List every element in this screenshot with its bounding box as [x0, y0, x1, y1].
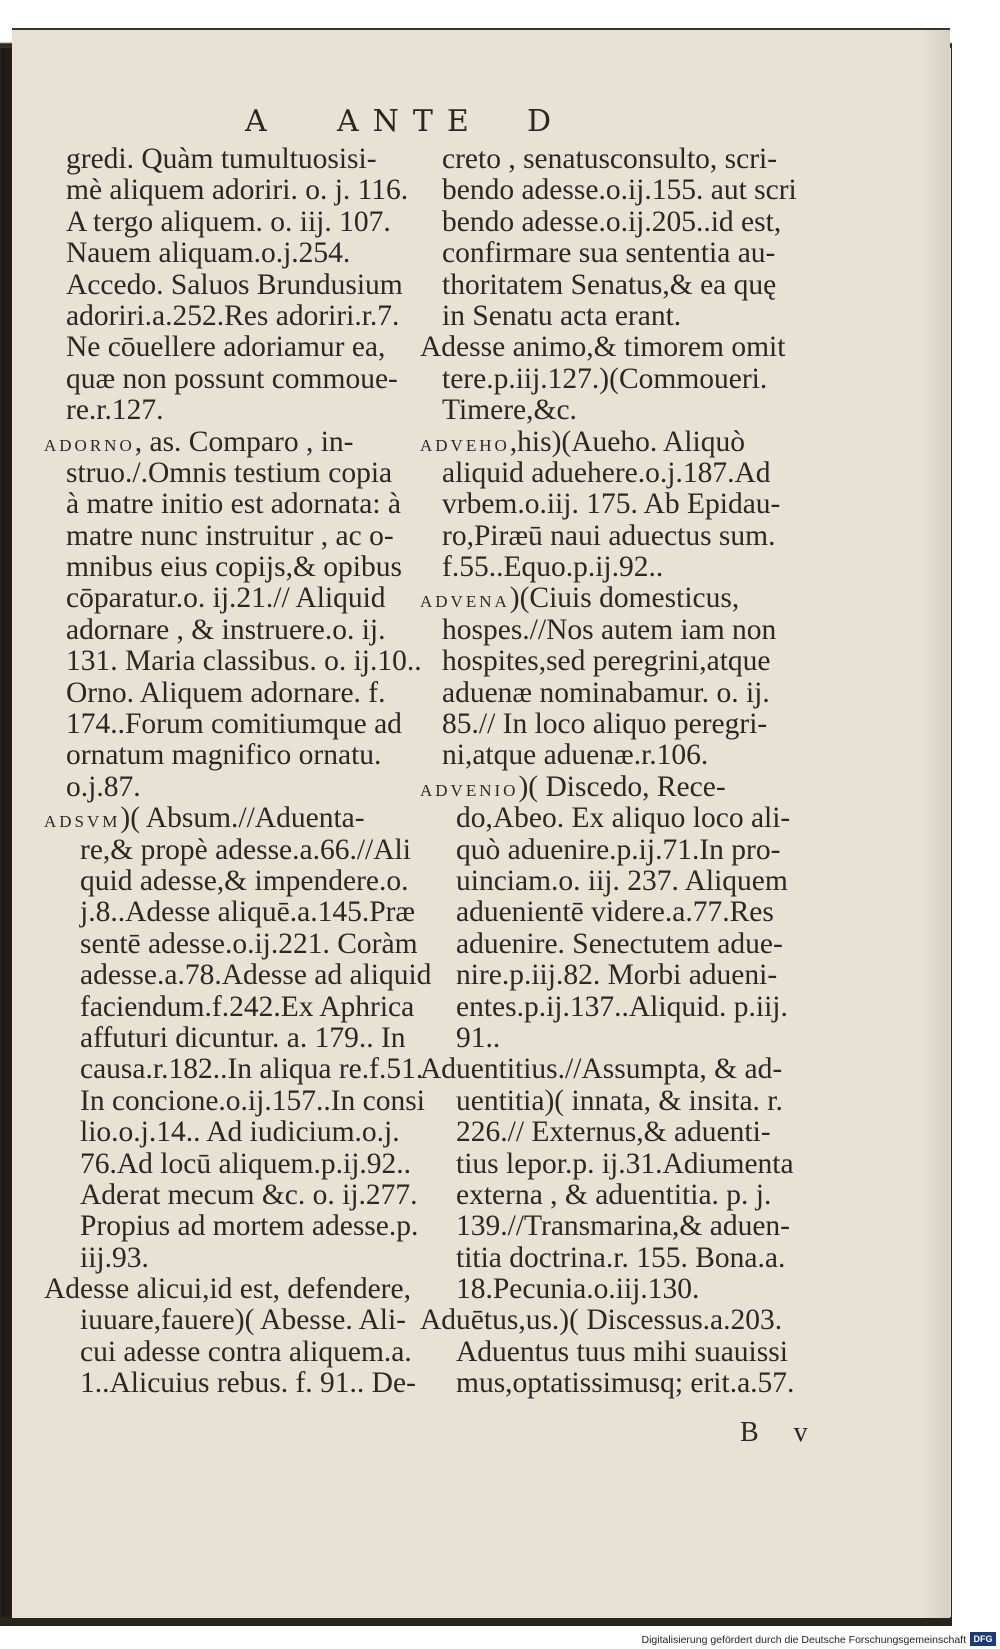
left-column-line	[44, 1180, 422, 1211]
line-text: hospites,sed peregrini,atque	[442, 645, 771, 678]
line-text: ro,Piræū naui aduectus sum.	[442, 519, 776, 552]
right-column-line	[420, 1305, 810, 1336]
left-column-line	[44, 1117, 422, 1148]
right-column-line	[420, 395, 810, 426]
left-column-line	[44, 1368, 422, 1399]
line-text: ornatum magnifico ornatu.	[66, 739, 382, 772]
line-text: cui adesse contra aliquem.a.	[80, 1335, 412, 1368]
line-text: 226.// Externus,& aduenti-	[456, 1116, 771, 1149]
right-column-line	[420, 427, 810, 458]
line-text: hospes.//Nos autem iam non	[442, 613, 777, 646]
line-text: mè aliquem adoriri. o. j. 116.	[66, 174, 409, 207]
line-text: j.8..Adesse aliquē.a.145.Præ	[80, 896, 416, 929]
line-text: uentitia)( innata, & insita. r.	[456, 1084, 783, 1117]
line-text: Aduentitius.//Assumpta, & ad-	[420, 1053, 783, 1086]
line-text: 131. Maria classibus. o. ij.10..	[66, 645, 422, 678]
line-text: 139.//Transmarina,& aduen-	[456, 1210, 791, 1243]
left-column-line	[44, 929, 422, 960]
line-text: matre nunc instruitur , ac o-	[66, 519, 394, 552]
left-column-line	[44, 897, 422, 928]
left-column-line	[44, 427, 422, 458]
line-text: lio.o.j.14.. Ad iudicium.o.j.	[80, 1116, 400, 1149]
right-column-line	[420, 960, 810, 991]
line-text: Accedo. Saluos Brundusium	[66, 268, 403, 301]
right-column-line	[420, 772, 810, 803]
entry-headword: ADVEHO	[420, 435, 510, 455]
line-text: mnibus eius copijs,& opibus	[66, 551, 402, 584]
left-column-line	[44, 521, 422, 552]
left-column-line	[44, 646, 422, 677]
line-text: re,& propè adesse.a.66.//Ali	[80, 833, 411, 866]
line-text: 1..Alicuius rebus. f. 91.. De-	[80, 1367, 416, 1400]
signature-mark: B v	[740, 1417, 822, 1448]
line-text: re.r.127.	[66, 394, 164, 427]
line-text: Adesse alicui,id est, defendere,	[44, 1273, 411, 1306]
left-column-line	[44, 301, 422, 332]
right-column-line	[420, 1243, 810, 1274]
left-column-line	[44, 332, 422, 363]
right-column-line	[420, 740, 810, 771]
right-column-line	[420, 1149, 810, 1180]
right-column-line	[420, 615, 810, 646]
left-column-line	[44, 207, 422, 238]
book-page	[0, 22, 952, 1618]
left-column-line	[44, 992, 422, 1023]
line-text: 174..Forum comitiumque ad	[66, 708, 402, 741]
right-column-line	[420, 678, 810, 709]
left-column-line	[44, 1305, 422, 1336]
left-column-line	[44, 803, 422, 834]
line-text: mus,optatissimusq; erit.a.57.	[456, 1367, 795, 1400]
right-column-line	[420, 646, 810, 677]
line-text: A tergo aliquem. o. iij. 107.	[66, 205, 391, 238]
line-text: ni,atque aduenæ.r.106.	[442, 739, 709, 772]
left-column-line	[44, 1243, 422, 1274]
right-column-line	[420, 583, 810, 614]
right-column	[420, 144, 810, 1400]
line-text: iuuare,fauere)( Abesse. Ali-	[80, 1304, 406, 1337]
line-text: Propius ad mortem adesse.p.	[80, 1210, 419, 1243]
line-text: Ne cōuellere adoriamur ea,	[66, 331, 386, 364]
line-text: vrbem.o.iij. 175. Ab Epidau-	[442, 488, 781, 521]
left-column-line	[44, 772, 422, 803]
right-column-line	[420, 835, 810, 866]
line-text: adoriri.a.252.Res adoriri.r.7.	[66, 299, 400, 332]
entry-headword: ADVENA	[420, 592, 510, 612]
line-text: quid adesse,& impendere.o.	[80, 864, 409, 897]
left-column-line	[44, 270, 422, 301]
left-column-line	[44, 740, 422, 771]
right-column-line	[420, 175, 810, 206]
line-text: aduenæ nominabamur. o. ij.	[442, 676, 770, 709]
right-column-line	[420, 1211, 810, 1242]
right-column-line	[420, 207, 810, 238]
right-column-line	[420, 1054, 810, 1085]
line-text: Aduētus,us.)( Discessus.a.203.	[420, 1304, 783, 1337]
line-text: f.55..Equo.p.ij.92..	[442, 551, 664, 584]
left-column-line	[44, 144, 422, 175]
right-column-line	[420, 929, 810, 960]
line-text: )(Ciuis domesticus,	[509, 582, 740, 615]
left-column-line	[44, 959, 432, 992]
right-column-line	[420, 992, 810, 1023]
left-column-line	[44, 1337, 422, 1368]
line-text: creto , senatusconsulto, scri-	[442, 143, 778, 175]
left-column-line	[44, 615, 422, 646]
dfg-logo: DFG	[970, 1632, 996, 1646]
line-text: bendo adesse.o.ij.155. aut scri	[442, 174, 797, 207]
page-bottom-edge	[0, 1618, 952, 1626]
right-column-line	[420, 552, 810, 583]
line-text: externa , & aduentitia. p. j.	[456, 1178, 772, 1211]
right-column-line	[420, 144, 810, 175]
line-text: ,his)(Aueho. Aliquò	[509, 425, 745, 458]
running-head-middle: ANTE	[337, 104, 483, 139]
line-text: aduenientē videre.a.77.Res	[456, 896, 774, 929]
line-text: adornare , & instruere.o. ij.	[66, 613, 386, 646]
left-column-line	[44, 1054, 422, 1085]
line-text: , as. Comparo , in-	[134, 425, 354, 458]
line-text: Adesse animo,& timorem omit	[420, 331, 786, 364]
right-column-line	[420, 866, 810, 897]
left-column-line	[44, 552, 422, 583]
line-text: 76.Ad locū aliquem.p.ij.92..	[80, 1147, 412, 1180]
left-column-line	[44, 238, 422, 269]
line-text: Orno. Aliquem adornare. f.	[66, 676, 386, 709]
line-text: in Senatu acta erant.	[442, 299, 682, 332]
line-text: Nauem aliquam.o.j.254.	[66, 237, 351, 270]
line-text: causa.r.182..In aliqua re.f.51.	[80, 1053, 424, 1086]
line-text: In concione.o.ij.157..In consi	[80, 1084, 425, 1117]
right-column-line	[420, 1368, 810, 1399]
line-text: quæ non possunt commoue-	[66, 362, 398, 395]
line-text: Aduentus tuus mihi suauissi	[456, 1335, 788, 1368]
line-text: à matre initio est adornata: à	[66, 488, 402, 521]
line-text: do,Abeo. Ex aliquo loco ali-	[456, 802, 791, 835]
line-text: confirmare sua sententia au-	[442, 237, 776, 270]
line-text: Timere,&c.	[442, 394, 577, 427]
line-text: tius lepor.p. ij.31.Adiumenta	[456, 1147, 794, 1180]
line-text: )( Discedo, Rece-	[518, 770, 726, 803]
right-column-line	[420, 897, 810, 928]
left-column-line	[44, 364, 422, 395]
line-text: 85.// In loco aliquo peregri-	[442, 708, 768, 741]
left-column-line	[44, 1084, 425, 1117]
line-text: bendo adesse.o.ij.205..id est,	[442, 205, 782, 238]
line-text: aduenire. Senectutem adue-	[456, 927, 783, 960]
left-column-line	[44, 709, 422, 740]
entry-headword: ADSVM	[44, 812, 121, 832]
right-column-line	[420, 332, 810, 363]
left-column-line	[44, 1211, 422, 1242]
right-column-line	[420, 1274, 810, 1305]
left-column-line	[44, 678, 422, 709]
left-column-line	[44, 1023, 422, 1054]
left-column	[44, 143, 432, 1400]
right-column-line	[420, 709, 810, 740]
right-column-line	[420, 301, 810, 332]
left-column-line	[44, 583, 422, 614]
right-column-line	[420, 1023, 810, 1054]
line-text: Aderat mecum &c. o. ij.277.	[80, 1178, 418, 1211]
right-column-line	[420, 521, 810, 552]
running-head-left: A	[245, 104, 269, 139]
left-column-line	[44, 458, 422, 489]
line-text: sentē adesse.o.ij.221. Coràm	[80, 927, 418, 960]
line-text: cōparatur.o. ij.21.// Aliquid	[66, 582, 386, 615]
line-text: iij.93.	[80, 1241, 149, 1274]
right-column-line	[420, 1117, 810, 1148]
right-column-line	[420, 458, 810, 489]
left-column-line	[44, 866, 422, 897]
entry-headword: ADVENIO	[420, 780, 519, 800]
right-column-line	[420, 1180, 810, 1211]
line-text: aliquid aduehere.o.j.187.Ad	[442, 456, 771, 489]
right-column-line	[420, 238, 810, 269]
right-column-line	[420, 364, 810, 395]
left-column-line	[44, 395, 422, 426]
line-text: uinciam.o. iij. 237. Aliquem	[456, 864, 788, 897]
left-column-line	[44, 1274, 422, 1305]
line-text: titia doctrina.r. 155. Bona.a.	[456, 1241, 786, 1274]
line-text: 91..	[456, 1021, 501, 1054]
right-column-line	[420, 803, 810, 834]
left-column-line	[44, 1149, 422, 1180]
left-column-line	[44, 835, 422, 866]
right-column-line	[420, 1337, 810, 1368]
line-text: adesse.a.78.Adesse ad aliquid	[80, 959, 432, 992]
left-column-line	[44, 489, 422, 520]
line-text: entes.p.ij.137..Aliquid. p.iij.	[456, 990, 788, 1023]
running-head-right: D	[527, 104, 554, 139]
line-text: thoritatem Senatus,& ea quę	[442, 268, 777, 301]
line-text: faciendum.f.242.Ex Aphrica	[80, 990, 415, 1023]
line-text: nire.p.iij.82. Morbi adueni-	[456, 959, 778, 992]
line-text: o.j.87.	[66, 770, 141, 803]
entry-headword: ADORNO	[44, 435, 135, 455]
line-text: )( Absum.//Aduenta-	[120, 802, 365, 835]
line-text: gredi. Quàm tumultuosisi-	[66, 143, 377, 175]
right-column-line	[420, 489, 810, 520]
right-column-line	[420, 1086, 810, 1117]
line-text: tere.p.iij.127.)(Commoueri.	[442, 362, 768, 395]
right-column-line	[420, 270, 810, 301]
footer-credit: Digitalisierung gefördert durch die Deutsche Forschungsgemeinschaft	[641, 1634, 966, 1646]
line-text: quò aduenire.p.ij.71.In pro-	[456, 833, 781, 866]
line-text: 18.Pecunia.o.iij.130.	[456, 1273, 700, 1306]
line-text: struo./.Omnis testium copia	[66, 456, 393, 489]
left-column-line	[44, 175, 422, 206]
line-text: affuturi dicuntur. a. 179.. In	[80, 1021, 406, 1054]
